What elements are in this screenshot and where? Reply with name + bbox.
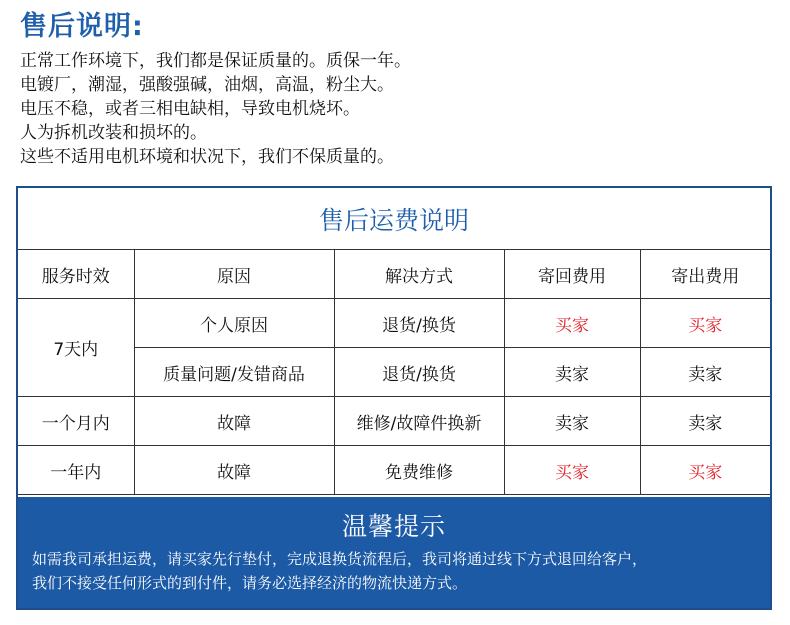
table-header-row — [18, 250, 770, 299]
column-header-solution: 解决方式 — [334, 250, 504, 299]
solution-cell: 退货/换货 — [334, 299, 504, 348]
period-cell: 一年内 — [18, 446, 134, 495]
fee-table — [18, 250, 770, 495]
return-fee-cell: 买家 — [504, 446, 640, 495]
period-cell: 一个月内 — [18, 397, 134, 446]
note-line: 人为拆机改装和损坏的。 — [20, 123, 207, 143]
send-fee-cell: 卖家 — [640, 397, 770, 446]
tips-body — [18, 547, 770, 595]
period-cell: 7天内 — [18, 299, 134, 397]
reason-cell: 质量问题/发错商品 — [134, 348, 334, 397]
return-fee-cell: 卖家 — [504, 397, 640, 446]
warm-tips-panel — [18, 497, 770, 608]
column-header-period: 服务时效 — [18, 250, 134, 299]
column-header-reason: 原因 — [134, 250, 334, 299]
reason-cell: 个人原因 — [134, 299, 334, 348]
column-header-return-fee: 寄回费用 — [504, 250, 640, 299]
reason-cell: 故障 — [134, 397, 334, 446]
tips-line: 我们不接受任何形式的到付件，请务必选择经济的物流快递方式。 — [32, 574, 468, 592]
send-fee-cell: 买家 — [640, 299, 770, 348]
page-title: 售后说明: — [20, 11, 144, 42]
table-row — [18, 446, 770, 495]
note-line: 正常工作环境下，我们都是保证质量的。质保一年。 — [20, 51, 411, 71]
tips-line: 如需我司承担运费，请买家先行垫付，完成退换货流程后，我司将通过线下方式退回给客户， — [32, 550, 648, 568]
after-sales-notes — [20, 49, 760, 169]
solution-cell: 免费维修 — [334, 446, 504, 495]
note-line: 这些不适用电机环境和状况下，我们不保质量的。 — [20, 147, 394, 167]
send-fee-cell: 卖家 — [640, 348, 770, 397]
note-line: 电镀厂，潮湿，强酸强碱，油烟，高温，粉尘大。 — [20, 75, 394, 95]
column-header-send-fee: 寄出费用 — [640, 250, 770, 299]
tips-title: 温馨提示 — [341, 512, 446, 541]
fee-table-title: 售后运费说明 — [18, 188, 770, 250]
shipping-fee-card — [16, 186, 772, 610]
table-row — [18, 397, 770, 446]
solution-cell: 退货/换货 — [334, 348, 504, 397]
return-fee-cell: 买家 — [504, 299, 640, 348]
note-line: 电压不稳，或者三相电缺相，导致电机烧坏。 — [20, 99, 360, 119]
solution-cell: 维修/故障件换新 — [334, 397, 504, 446]
table-row — [18, 299, 770, 348]
return-fee-cell: 卖家 — [504, 348, 640, 397]
reason-cell: 故障 — [134, 446, 334, 495]
send-fee-cell: 买家 — [640, 446, 770, 495]
